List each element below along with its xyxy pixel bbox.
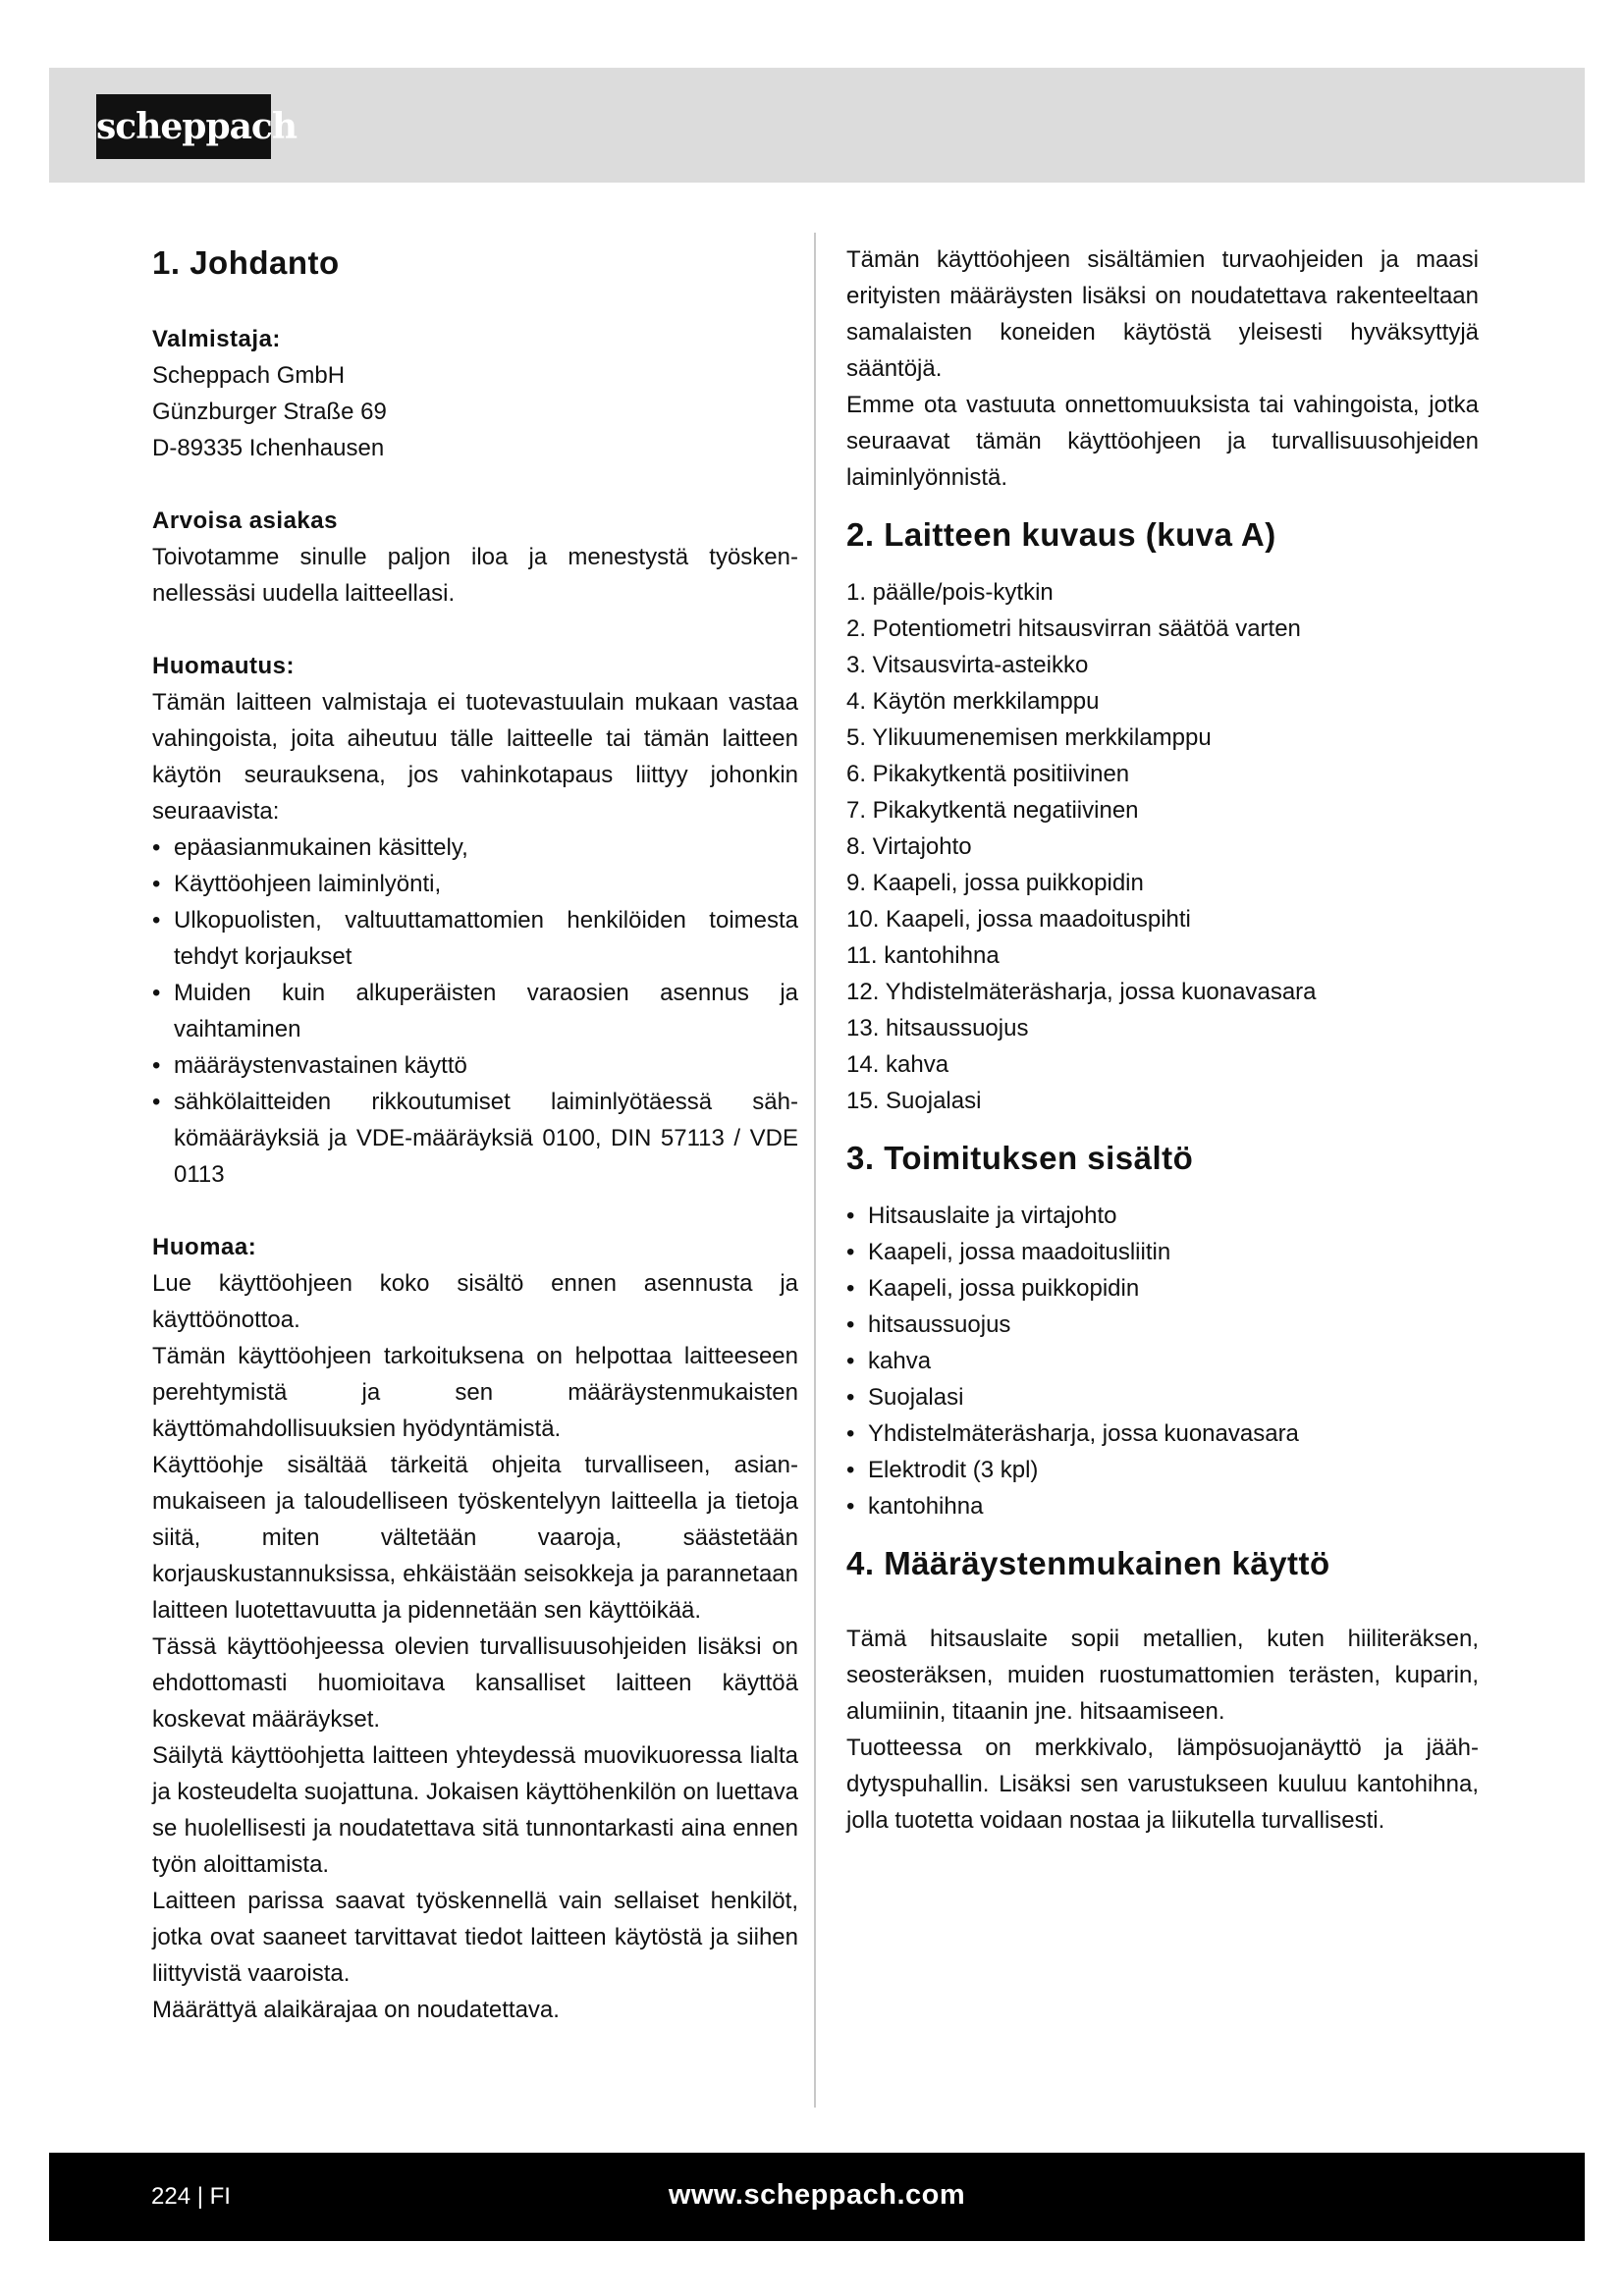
note-paragraph: Säilytä käyttöohjetta laitteen yhteydessä muovikuoressa lialta ja kosteudelta suojattuna. Jokaisen käyttöhenkilön on luettava se huolellisesti ja noudatettava sitä tunnontarkasti aina ennen työn aloittamista. [152,1742,798,1878]
list-item: 1. päälle/pois-kytkin [846,579,1054,606]
list-item: 4. Käytön merkkilamppu [846,688,1100,715]
list-item: • epäasianmukainen käsittely, [152,834,468,861]
safety-paragraph: Tämän käyttöohjeen sisältämien turvaohjeiden ja maasi erityisten määräysten lisäksi on noudatettava rakenteeltaan samalaisten koneiden käytöstä yleisesti hyväksyttyjä sääntöjä. [846,246,1479,382]
list-item: • kahva [846,1348,932,1374]
list-item: 9. Kaapeli, jossa puikkopidin [846,870,1144,896]
liability-paragraph: Emme ota vastuuta onnettomuuksista tai vahingoista, jotka seuraavat tämän käyttöohjeen ja turvallisuusohjeiden laiminlyönnistä. [846,392,1479,491]
list-item: • Hitsauslaite ja virtajohto [846,1202,1117,1229]
list-item: • Yhdistelmäteräsharja, jossa kuonavasara [846,1420,1299,1447]
scheppach-logo: scheppach [96,94,271,159]
list-item: 12. Yhdistelmäteräsharja, jossa kuonavasara [846,979,1317,1005]
section-heading-device-description: 2. Laitteen kuvaus (kuva A) [846,516,1276,553]
notice-intro: Tämän laitteen valmistaja ei tuotevastuulain mukaan vastaa vahingoista, joita aiheutuu tälle laitteelle tai tämän laitteen käytön seurauksena, jos vahinkotapaus liittyy johonkin seuraavista: [152,689,798,825]
manufacturer-street: Günzburger Straße 69 [152,399,387,425]
list-item: • Muiden kuin alkuperäisten varaosien asennus ja vaihtaminen [152,980,798,1042]
delivery-list [846,1198,1479,1524]
left-column [152,241,798,2028]
liability-list [152,829,798,1193]
list-item: • määräystenvastainen käyttö [152,1052,467,1079]
list-item: • Kaapeli, jossa puikkopidin [846,1275,1140,1302]
note-paragraph: Tämän käyttöohjeen tarkoituksena on helpottaa laitteeseen perehtymistä ja sen määräystenmukaisten käyttömahdollisuuksien hyödyntämistä. [152,1343,798,1442]
dear-customer-text: Toivotamme sinulle paljon iloa ja menestystä työskennellessäsi uudella laitteellasi. [152,544,798,607]
list-item: 10. Kaapeli, jossa maadoituspihti [846,906,1191,933]
list-item: 15. Suojalasi [846,1088,982,1114]
page-number: 224 | FI [151,2183,231,2210]
right-column [846,241,1479,1839]
manufacturer-label: Valmistaja: [152,326,281,352]
dear-customer-label: Arvoisa asiakas [152,507,338,534]
list-item: 7. Pikakytkentä negatiivinen [846,797,1139,824]
list-item: • Ulkopuolisten, valtuuttamattomien henkilöiden toimesta tehdyt korjaukset [152,907,798,970]
list-item: 11. kantohihna [846,942,1000,969]
parts-list [846,574,1479,1119]
list-item: • hitsaussuojus [846,1311,1011,1338]
section-heading-introduction: 1. Johdanto [152,244,340,281]
footer-band [49,2153,1585,2241]
column-divider [814,233,816,2108]
manufacturer-name: Scheppach GmbH [152,362,346,389]
list-item: 2. Potentiometri hitsausvirran säätöä varten [846,615,1301,642]
list-item: • Elektrodit (3 kpl) [846,1457,1039,1483]
list-item: 5. Ylikuumenemisen merkkilamppu [846,724,1212,751]
list-item: 6. Pikakytkentä positiivinen [846,761,1130,787]
note-label: Huomaa: [152,1234,257,1260]
section-heading-intended-use: 4. Määräystenmukainen käyttö [846,1545,1330,1581]
list-item: • Kaapeli, jossa maadoitusliitin [846,1239,1171,1265]
note-paragraph: Laitteen parissa saavat työskennellä vain sellaiset henkilöt, jotka ovat saaneet tarvittavat tiedot laitteen käytöstä ja siihen liittyvistä vaaroista. [152,1888,798,1987]
list-item: • Käyttöohjeen laiminlyönti, [152,871,442,897]
list-item: • sähkölaitteiden rikkoutumiset laiminlyötäessä sähkömääräyksiä ja VDE-määräyksiä 0100, DIN 57113 / VDE 0113 [152,1089,798,1188]
list-item: • kantohihna [846,1493,984,1520]
note-paragraph: Tässä käyttöohjeessa olevien turvallisuusohjeiden lisäksi on ehdottomasti huomioitava kansalliset laitteen käyttöä koskevat määräykset. [152,1633,798,1733]
list-item: 3. Vitsausvirta-asteikko [846,652,1089,678]
list-item: 8. Virtajohto [846,833,972,860]
list-item: • Suojalasi [846,1384,964,1411]
notice-label: Huomautus: [152,653,295,679]
note-paragraph: Käyttöohje sisältää tärkeitä ohjeita turvalliseen, asianmukaiseen ja taloudelliseen työskentelyyn laitteella ja tietoja siitä, miten vältetään vaaroja, säästetään korjauskustannuksissa, ehkäistään seisokkeja ja parannetaan laitteen luotettavuutta ja pidennetään sen käyttöikää. [152,1452,798,1624]
intended-use-paragraph: Tämä hitsauslaite sopii metallien, kuten hiiliteräksen, seosteräksen, muiden ruostumattomien terästen, kuparin, alumiinin, titaanin jne. hitsaamiseen. [846,1626,1479,1725]
section-heading-delivery: 3. Toimituksen sisältö [846,1140,1194,1176]
note-paragraph: Määrättyä alaikärajaa on noudatettava. [152,1997,560,2023]
header-band [49,68,1585,183]
website-link[interactable]: www.scheppach.com [668,2179,966,2211]
manufacturer-city: D-89335 Ichenhausen [152,435,385,461]
intended-use-paragraph: Tuotteessa on merkkivalo, lämpösuojanäyttö ja jäähdytyspuhallin. Lisäksi sen varustukseen kuuluu kantohihna, jolla tuotetta voidaan nostaa ja liikutella turvallisesti. [846,1735,1479,1834]
list-item: 13. hitsaussuojus [846,1015,1029,1041]
note-paragraph: Lue käyttöohjeen koko sisältö ennen asennusta ja käyttöönottoa. [152,1270,798,1333]
list-item: 14. kahva [846,1051,949,1078]
